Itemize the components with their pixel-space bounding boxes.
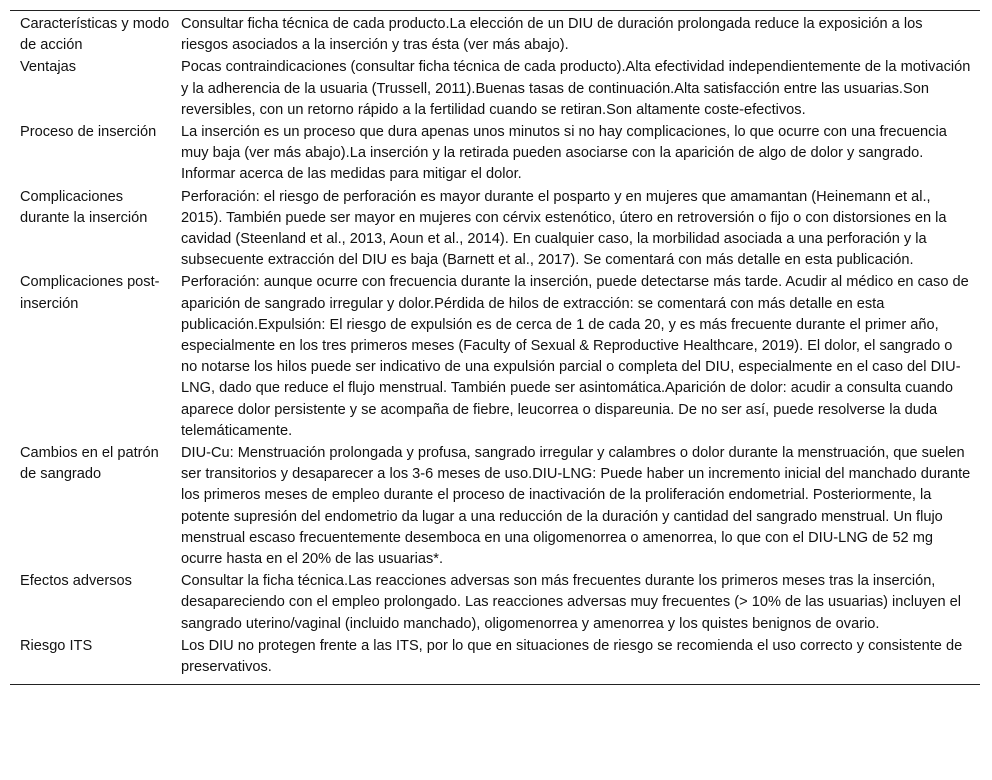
diu-info-table: [10, 11, 980, 678]
row-label: Características y modo de acción: [20, 16, 170, 54]
row-label: Complicaciones post-inserción: [20, 274, 160, 312]
row-content: La inserción es un proceso que dura apenas unos minutos si no hay complicaciones, lo que ocurre con una frecuencia muy baja (ver más abajo).La inserción y la retirada pueden asociarse con la aparición de algo de dolor y sangrado. Informar acerca de las medidas para mitigar el dolor.: [181, 124, 947, 183]
row-content: Perforación: el riesgo de perforación es mayor durante el posparto y en mujeres que amamantan (Heinemann et al., 2015). También puede ser mayor en mujeres con cérvix estenótico, útero en retroversión o fijo o con distorsiones en la cavidad (Steenland et al., 2013, Aoun et al., 2014). En cualquier caso, la morbilidad asociada a una perforación y la subsecuente extracción del DIU es baja (Barnett et al., 2017). Se comentará con más detalle en esta publicación.: [181, 188, 947, 269]
row-content: Los DIU no protegen frente a las ITS, por lo que en situaciones de riesgo se recomienda el uso correcto y consistente de preservativos.: [181, 637, 963, 676]
table-row-riesgo-its: [10, 635, 980, 678]
table-row-cambios-sangrado: [10, 442, 980, 570]
row-content: Pocas contraindicaciones (consultar ficha técnica de cada producto).Alta efectividad independientemente de la motivación y la adherencia de la usuaria (Trussell, 2011).Buenas tasas de continuación.Alta satisfacción entre las usuarias.Son reversibles, con un retorno rápido a la fertilidad cuando se retiran.Son altamente coste-efectivos.: [181, 59, 971, 118]
table-row-ventajas: [10, 56, 980, 121]
row-label: Complicaciones durante la inserción: [20, 188, 148, 226]
table-row-caracteristicas: [10, 11, 980, 56]
row-content: DIU-Cu: Menstruación prolongada y profusa, sangrado irregular y calambres o dolor durante la menstruación, que suelen ser transitorios y desaparecer a los 3-6 meses de uso.DIU-LNG: Puede haber un incremento inicial del manchado durante los primeros meses de empleo durante el proceso de inactivación de la proliferación endometrial. Posteriormente, la potente supresión del endometrio da lugar a una reducción de la duración y cantidad del sangrado menstrual. Un flujo menstrual escaso frecuentemente desemboca en una oligomenorrea o amenorrea, lo que con el DIU-LNG de 52 mg ocurre hasta en el 20% de las usuarias*.: [181, 445, 971, 568]
table-row-complicaciones-post: [10, 271, 980, 442]
row-content: Perforación: aunque ocurre con frecuencia durante la inserción, puede detectarse más tarde. Acudir al médico en caso de aparición de sangrado irregular y dolor.Pérdida de hilos de extracción: se comentará con más detalle en esta publicación.Expulsión: El riesgo de expulsión es de cerca de 1 de cada 20, y es más frecuente durante el primer año, especialmente en los tres primeros meses (Faculty of Sexual & Reproductive Healthcare, 2019). El dolor, el sangrado o no notarse los hilos puede ser indicativo de una expulsión parcial o completa del DIU, especialmente en el caso del DIU-LNG, dado que reduce el flujo menstrual. También puede ser asintomática.Aparición de dolor: acudir a consulta cuando aparece dolor persistente y se acompaña de fiebre, leucorrea o dispareunia. De no ser así, puede resolverse la duda telemáticamente.: [181, 274, 969, 439]
row-content: Consultar la ficha técnica.Las reacciones adversas son más frecuentes durante los primeros meses tras la inserción, desapareciendo con el empleo prolongado. Las reacciones adversas muy frecuentes (> 10% de las usuarias) incluyen el sangrado uterino/vaginal (incluido manchado), oligomenorrea y amenorrea y los quistes benignos de ovario.: [181, 573, 962, 632]
diu-info-table-container: [10, 10, 980, 685]
row-label: Efectos adversos: [20, 573, 132, 590]
table-row-complicaciones-durante: [10, 186, 980, 272]
table-bottom-rule: [10, 684, 980, 685]
row-label: Ventajas: [20, 59, 76, 76]
table-row-proceso-insercion: [10, 121, 980, 186]
row-content: Consultar ficha técnica de cada producto.La elección de un DIU de duración prolongada reduce la exposición a los riesgos asociados a la inserción y tras ésta (ver más abajo).: [181, 16, 923, 54]
row-label: Proceso de inserción: [20, 124, 157, 141]
row-label: Riesgo ITS: [20, 637, 93, 654]
row-label: Cambios en el patrón de sangrado: [20, 445, 159, 483]
table-row-efectos-adversos: [10, 570, 980, 635]
